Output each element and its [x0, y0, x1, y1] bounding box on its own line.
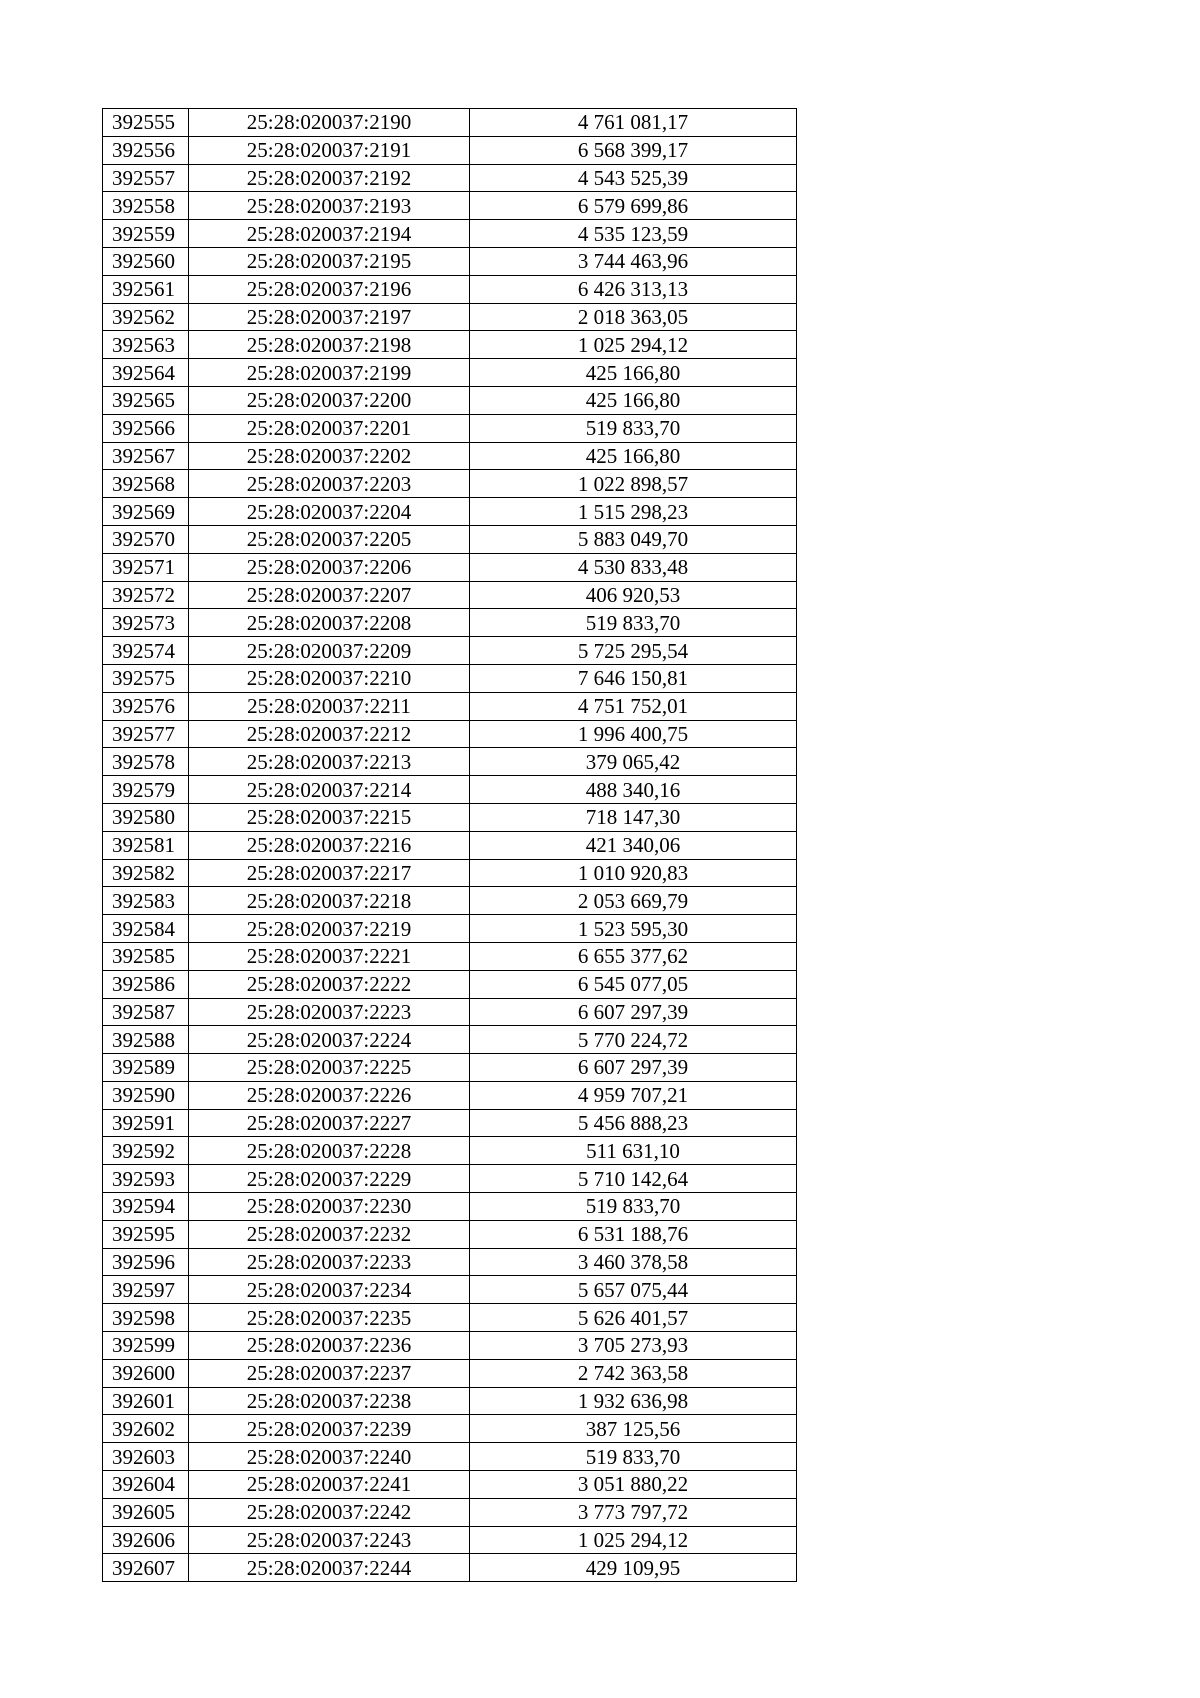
table-row: [103, 1054, 797, 1082]
cadastral-value-cell: 6 579 699,86: [470, 192, 797, 220]
cadastral-value-cell: 1 996 400,75: [470, 720, 797, 748]
cadastral-value-cell: 1 025 294,12: [470, 1526, 797, 1554]
cadastral-number-cell: 25:28:020037:2193: [189, 192, 470, 220]
table-row: [103, 1359, 797, 1387]
row-number-cell: 392561: [103, 275, 189, 303]
cadastral-number-cell: 25:28:020037:2191: [189, 136, 470, 164]
cadastral-value-cell: 5 770 224,72: [470, 1026, 797, 1054]
row-number-cell: 392560: [103, 247, 189, 275]
row-number-cell: 392599: [103, 1332, 189, 1360]
cadastral-number-cell: 25:28:020037:2199: [189, 359, 470, 387]
row-number-cell: 392598: [103, 1304, 189, 1332]
table-row: [103, 692, 797, 720]
cadastral-number-cell: 25:28:020037:2242: [189, 1498, 470, 1526]
row-number-cell: 392586: [103, 970, 189, 998]
cadastral-number-cell: 25:28:020037:2222: [189, 970, 470, 998]
table-row: [103, 192, 797, 220]
table-row: [103, 720, 797, 748]
cadastral-number-cell: 25:28:020037:2206: [189, 553, 470, 581]
cadastral-number-cell: 25:28:020037:2219: [189, 915, 470, 943]
cadastral-value-cell: 2 742 363,58: [470, 1359, 797, 1387]
cadastral-number-cell: 25:28:020037:2226: [189, 1081, 470, 1109]
cadastral-value-cell: 6 607 297,39: [470, 998, 797, 1026]
cadastral-value-cell: 2 053 669,79: [470, 887, 797, 915]
row-number-cell: 392600: [103, 1359, 189, 1387]
cadastral-number-cell: 25:28:020037:2229: [189, 1165, 470, 1193]
row-number-cell: 392566: [103, 414, 189, 442]
row-number-cell: 392564: [103, 359, 189, 387]
table-row: [103, 637, 797, 665]
cadastral-number-cell: 25:28:020037:2214: [189, 776, 470, 804]
cadastral-value-cell: 425 166,80: [470, 386, 797, 414]
table-row: [103, 1443, 797, 1471]
cadastral-number-cell: 25:28:020037:2238: [189, 1387, 470, 1415]
table-row: [103, 859, 797, 887]
cadastral-value-cell: 5 657 075,44: [470, 1276, 797, 1304]
row-number-cell: 392604: [103, 1471, 189, 1499]
row-number-cell: 392571: [103, 553, 189, 581]
cadastral-number-cell: 25:28:020037:2230: [189, 1193, 470, 1221]
cadastral-value-cell: 425 166,80: [470, 442, 797, 470]
cadastral-value-cell: 5 883 049,70: [470, 525, 797, 553]
cadastral-value-cell: 3 460 378,58: [470, 1248, 797, 1276]
cadastral-number-cell: 25:28:020037:2207: [189, 581, 470, 609]
row-number-cell: 392565: [103, 386, 189, 414]
cadastral-value-cell: 429 109,95: [470, 1554, 797, 1582]
table-row: [103, 1332, 797, 1360]
table-row: [103, 470, 797, 498]
row-number-cell: 392583: [103, 887, 189, 915]
cadastral-number-cell: 25:28:020037:2210: [189, 664, 470, 692]
cadastral-number-cell: 25:28:020037:2194: [189, 220, 470, 248]
cadastral-value-cell: 519 833,70: [470, 414, 797, 442]
cadastral-value-cell: 4 530 833,48: [470, 553, 797, 581]
cadastral-number-cell: 25:28:020037:2190: [189, 109, 470, 137]
table-row: [103, 1276, 797, 1304]
table-row: [103, 331, 797, 359]
cadastral-number-cell: 25:28:020037:2200: [189, 386, 470, 414]
row-number-cell: 392557: [103, 164, 189, 192]
cadastral-number-cell: 25:28:020037:2233: [189, 1248, 470, 1276]
table-row: [103, 803, 797, 831]
row-number-cell: 392602: [103, 1415, 189, 1443]
cadastral-value-cell: 1 022 898,57: [470, 470, 797, 498]
row-number-cell: 392582: [103, 859, 189, 887]
cadastral-value-cell: 4 959 707,21: [470, 1081, 797, 1109]
row-number-cell: 392594: [103, 1193, 189, 1221]
row-number-cell: 392579: [103, 776, 189, 804]
row-number-cell: 392556: [103, 136, 189, 164]
cadastral-value-cell: 6 426 313,13: [470, 275, 797, 303]
table-row: [103, 1415, 797, 1443]
row-number-cell: 392563: [103, 331, 189, 359]
row-number-cell: 392588: [103, 1026, 189, 1054]
cadastral-number-cell: 25:28:020037:2192: [189, 164, 470, 192]
table-row: [103, 748, 797, 776]
cadastral-number-cell: 25:28:020037:2208: [189, 609, 470, 637]
cadastral-value-cell: 2 018 363,05: [470, 303, 797, 331]
row-number-cell: 392576: [103, 692, 189, 720]
cadastral-number-cell: 25:28:020037:2211: [189, 692, 470, 720]
cadastral-value-cell: 5 710 142,64: [470, 1165, 797, 1193]
cadastral-value-cell: 1 523 595,30: [470, 915, 797, 943]
row-number-cell: 392562: [103, 303, 189, 331]
cadastral-number-cell: 25:28:020037:2196: [189, 275, 470, 303]
cadastral-number-cell: 25:28:020037:2221: [189, 942, 470, 970]
cadastral-value-cell: 1 010 920,83: [470, 859, 797, 887]
row-number-cell: 392603: [103, 1443, 189, 1471]
row-number-cell: 392572: [103, 581, 189, 609]
cadastral-number-cell: 25:28:020037:2202: [189, 442, 470, 470]
row-number-cell: 392559: [103, 220, 189, 248]
cadastral-value-cell: 3 051 880,22: [470, 1471, 797, 1499]
cadastral-number-cell: 25:28:020037:2195: [189, 247, 470, 275]
cadastral-number-cell: 25:28:020037:2244: [189, 1554, 470, 1582]
cadastral-value-cell: 4 543 525,39: [470, 164, 797, 192]
table-row: [103, 1526, 797, 1554]
table-row: [103, 1220, 797, 1248]
table-row: [103, 442, 797, 470]
cadastral-number-cell: 25:28:020037:2215: [189, 803, 470, 831]
cadastral-value-cell: 5 725 295,54: [470, 637, 797, 665]
row-number-cell: 392577: [103, 720, 189, 748]
table-row: [103, 915, 797, 943]
table-row: [103, 1109, 797, 1137]
table-row: [103, 109, 797, 137]
table-row: [103, 1471, 797, 1499]
row-number-cell: 392596: [103, 1248, 189, 1276]
cadastral-number-cell: 25:28:020037:2204: [189, 498, 470, 526]
row-number-cell: 392592: [103, 1137, 189, 1165]
cadastral-value-cell: 1 025 294,12: [470, 331, 797, 359]
cadastral-value-cell: 488 340,16: [470, 776, 797, 804]
cadastral-number-cell: 25:28:020037:2217: [189, 859, 470, 887]
table-row: [103, 1081, 797, 1109]
cadastral-value-cell: 379 065,42: [470, 748, 797, 776]
row-number-cell: 392593: [103, 1165, 189, 1193]
table-row: [103, 887, 797, 915]
cadastral-number-cell: 25:28:020037:2240: [189, 1443, 470, 1471]
table-row: [103, 1498, 797, 1526]
row-number-cell: 392570: [103, 525, 189, 553]
table-row: [103, 1165, 797, 1193]
row-number-cell: 392607: [103, 1554, 189, 1582]
cadastral-value-cell: 4 535 123,59: [470, 220, 797, 248]
cadastral-value-cell: 519 833,70: [470, 1443, 797, 1471]
table-row: [103, 970, 797, 998]
table-row: [103, 498, 797, 526]
table-row: [103, 136, 797, 164]
cadastral-number-cell: 25:28:020037:2212: [189, 720, 470, 748]
row-number-cell: 392568: [103, 470, 189, 498]
row-number-cell: 392569: [103, 498, 189, 526]
cadastral-value-cell: 6 607 297,39: [470, 1054, 797, 1082]
table-row: [103, 414, 797, 442]
row-number-cell: 392581: [103, 831, 189, 859]
cadastral-number-cell: 25:28:020037:2223: [189, 998, 470, 1026]
cadastral-value-table: [102, 108, 797, 1582]
cadastral-value-cell: 6 568 399,17: [470, 136, 797, 164]
cadastral-number-cell: 25:28:020037:2216: [189, 831, 470, 859]
cadastral-number-cell: 25:28:020037:2209: [189, 637, 470, 665]
row-number-cell: 392606: [103, 1526, 189, 1554]
cadastral-value-cell: 6 545 077,05: [470, 970, 797, 998]
table-row: [103, 581, 797, 609]
row-number-cell: 392601: [103, 1387, 189, 1415]
row-number-cell: 392597: [103, 1276, 189, 1304]
row-number-cell: 392589: [103, 1054, 189, 1082]
table-row: [103, 664, 797, 692]
row-number-cell: 392585: [103, 942, 189, 970]
cadastral-value-cell: 387 125,56: [470, 1415, 797, 1443]
cadastral-number-cell: 25:28:020037:2205: [189, 525, 470, 553]
cadastral-value-cell: 7 646 150,81: [470, 664, 797, 692]
table-row: [103, 1248, 797, 1276]
table-row: [103, 1387, 797, 1415]
cadastral-number-cell: 25:28:020037:2234: [189, 1276, 470, 1304]
row-number-cell: 392558: [103, 192, 189, 220]
cadastral-value-cell: 4 761 081,17: [470, 109, 797, 137]
row-number-cell: 392555: [103, 109, 189, 137]
table-row: [103, 553, 797, 581]
table-row: [103, 776, 797, 804]
cadastral-number-cell: 25:28:020037:2225: [189, 1054, 470, 1082]
cadastral-value-cell: 6 655 377,62: [470, 942, 797, 970]
table-row: [103, 1554, 797, 1582]
cadastral-value-cell: 511 631,10: [470, 1137, 797, 1165]
table-row: [103, 1137, 797, 1165]
cadastral-value-cell: 6 531 188,76: [470, 1220, 797, 1248]
table-row: [103, 359, 797, 387]
cadastral-value-cell: 519 833,70: [470, 1193, 797, 1221]
cadastral-value-cell: 3 744 463,96: [470, 247, 797, 275]
row-number-cell: 392578: [103, 748, 189, 776]
cadastral-number-cell: 25:28:020037:2235: [189, 1304, 470, 1332]
table-row: [103, 831, 797, 859]
cadastral-number-cell: 25:28:020037:2224: [189, 1026, 470, 1054]
row-number-cell: 392574: [103, 637, 189, 665]
row-number-cell: 392605: [103, 1498, 189, 1526]
cadastral-number-cell: 25:28:020037:2237: [189, 1359, 470, 1387]
row-number-cell: 392575: [103, 664, 189, 692]
cadastral-value-cell: 4 751 752,01: [470, 692, 797, 720]
row-number-cell: 392595: [103, 1220, 189, 1248]
row-number-cell: 392591: [103, 1109, 189, 1137]
cadastral-number-cell: 25:28:020037:2203: [189, 470, 470, 498]
table-row: [103, 942, 797, 970]
cadastral-value-cell: 425 166,80: [470, 359, 797, 387]
cadastral-value-cell: 406 920,53: [470, 581, 797, 609]
cadastral-value-cell: 1 515 298,23: [470, 498, 797, 526]
cadastral-value-cell: 718 147,30: [470, 803, 797, 831]
cadastral-number-cell: 25:28:020037:2198: [189, 331, 470, 359]
table-body: [103, 109, 797, 1582]
cadastral-value-cell: 3 705 273,93: [470, 1332, 797, 1360]
table-row: [103, 525, 797, 553]
cadastral-number-cell: 25:28:020037:2232: [189, 1220, 470, 1248]
table-row: [103, 164, 797, 192]
cadastral-number-cell: 25:28:020037:2201: [189, 414, 470, 442]
cadastral-value-cell: 3 773 797,72: [470, 1498, 797, 1526]
cadastral-value-cell: 5 456 888,23: [470, 1109, 797, 1137]
row-number-cell: 392590: [103, 1081, 189, 1109]
table-row: [103, 247, 797, 275]
row-number-cell: 392587: [103, 998, 189, 1026]
cadastral-number-cell: 25:28:020037:2243: [189, 1526, 470, 1554]
cadastral-value-cell: 5 626 401,57: [470, 1304, 797, 1332]
row-number-cell: 392567: [103, 442, 189, 470]
table-row: [103, 1193, 797, 1221]
cadastral-value-cell: 1 932 636,98: [470, 1387, 797, 1415]
row-number-cell: 392573: [103, 609, 189, 637]
cadastral-value-cell: 519 833,70: [470, 609, 797, 637]
cadastral-number-cell: 25:28:020037:2197: [189, 303, 470, 331]
cadastral-number-cell: 25:28:020037:2213: [189, 748, 470, 776]
cadastral-number-cell: 25:28:020037:2239: [189, 1415, 470, 1443]
row-number-cell: 392584: [103, 915, 189, 943]
cadastral-number-cell: 25:28:020037:2228: [189, 1137, 470, 1165]
table-row: [103, 998, 797, 1026]
table-row: [103, 386, 797, 414]
table-row: [103, 275, 797, 303]
cadastral-value-cell: 421 340,06: [470, 831, 797, 859]
table-row: [103, 220, 797, 248]
cadastral-number-cell: 25:28:020037:2218: [189, 887, 470, 915]
table-row: [103, 1304, 797, 1332]
table-row: [103, 1026, 797, 1054]
cadastral-number-cell: 25:28:020037:2236: [189, 1332, 470, 1360]
cadastral-number-cell: 25:28:020037:2227: [189, 1109, 470, 1137]
cadastral-number-cell: 25:28:020037:2241: [189, 1471, 470, 1499]
table-row: [103, 609, 797, 637]
table-row: [103, 303, 797, 331]
row-number-cell: 392580: [103, 803, 189, 831]
